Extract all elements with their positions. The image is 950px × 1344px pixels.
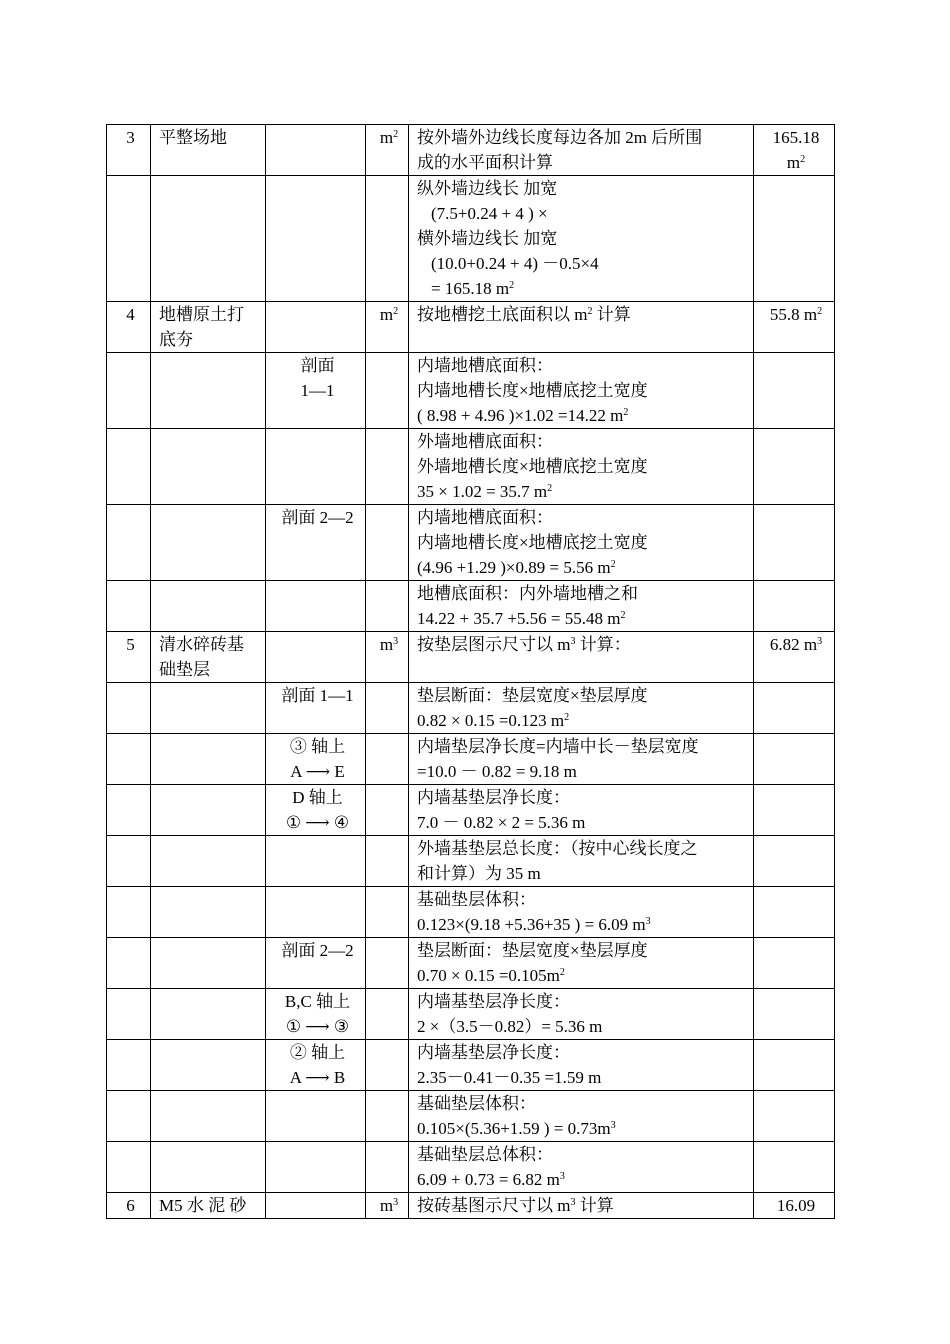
section-location: [266, 581, 366, 632]
calculation: [409, 581, 754, 632]
calculation-line: 内墙垫层净长度=内墙中长－垫层宽度: [417, 737, 699, 756]
table-row: [107, 581, 835, 632]
calculation-line: 内墙地槽底面积：: [417, 508, 553, 527]
table-row: [107, 632, 835, 683]
item-name: [151, 836, 266, 887]
calculation: [409, 429, 754, 505]
quantity: [754, 632, 835, 683]
calculation: [409, 302, 754, 353]
calculation-line: 按垫层图示尺寸以 $m^3$ 计算：: [417, 635, 631, 654]
unit: [366, 683, 409, 734]
section-location-line: ① ⟶ ③: [285, 1017, 350, 1036]
item-name: [151, 887, 266, 938]
calculation-line: 地槽底面积：内外墙地槽之和: [417, 584, 638, 603]
quantity-calculation-table: [106, 124, 835, 1219]
quantity: [754, 683, 835, 734]
table-row: [107, 785, 835, 836]
item-number: [107, 938, 151, 989]
table-row: [107, 836, 835, 887]
item-name: [151, 1091, 266, 1142]
quantity: [754, 989, 835, 1040]
calculation-line: 基础垫层体积：: [417, 1094, 536, 1113]
item-number: [107, 1040, 151, 1091]
item-name-line: M5 水 泥 砂: [159, 1196, 247, 1215]
unit: [366, 505, 409, 581]
calculation-line: (7.5+0.24 + 4 ) ×: [431, 204, 548, 223]
table-row: [107, 887, 835, 938]
table-row: [107, 1091, 835, 1142]
quantity: [754, 938, 835, 989]
unit: [366, 785, 409, 836]
item-number: 5: [107, 632, 151, 683]
section-location-line: 1—1: [300, 381, 335, 400]
quantity-line: 6.82 $m^3$: [769, 635, 823, 654]
calculation: [409, 505, 754, 581]
calculation-line: (4.96 +1.29 )×0.89 = 5.56 $m^2$: [417, 558, 616, 577]
quantity: [754, 1040, 835, 1091]
quantity: [754, 836, 835, 887]
quantity-line: 16.09: [776, 1196, 816, 1215]
item-name: [151, 581, 266, 632]
section-location-line: ② 轴上: [289, 1043, 346, 1062]
calculation-line: 内墙地槽长度×地槽底挖土宽度: [417, 381, 648, 400]
calculation-line: 外墙基垫层总长度：（按中心线长度之: [417, 839, 698, 858]
section-location: [266, 1091, 366, 1142]
section-location: [266, 887, 366, 938]
item-number: [107, 683, 151, 734]
calculation-line: 35 × 1.02 = 35.7 $m^2$: [417, 482, 553, 501]
item-name: [151, 505, 266, 581]
calculation-line: 按砖基图示尺寸以 $m^3$ 计算: [417, 1196, 614, 1215]
calculation-line: 0.123×(9.18 +5.36+35 ) = 6.09 $m^3$: [417, 915, 651, 934]
section-location: [266, 302, 366, 353]
item-name-line: 底夯: [159, 330, 193, 349]
calculation-line: 按地槽挖土底面积以 $m^2$ 计算: [417, 305, 631, 324]
item-name: [151, 429, 266, 505]
calculation-line: 横外墙边线长 加宽: [417, 229, 558, 248]
item-name: [151, 734, 266, 785]
unit: [366, 887, 409, 938]
section-location: [266, 1040, 366, 1091]
calculation: [409, 632, 754, 683]
calculation: [409, 353, 754, 429]
table-row: [107, 989, 835, 1040]
quantity: [754, 734, 835, 785]
calculation-line: 7.0 － 0.82 × 2 = 5.36 m: [417, 813, 586, 832]
calculation-line: 0.105×(5.36+1.59 ) = $0.73m^3$: [417, 1119, 616, 1138]
item-name-line: 础垫层: [159, 660, 210, 679]
calculation-line: 2.35－0.41－0.35 =1.59 m: [417, 1068, 602, 1087]
table-row: [107, 125, 835, 176]
calculation-line: 外墙地槽底面积：: [417, 432, 553, 451]
section-location-line: ③ 轴上: [289, 737, 346, 756]
item-name: [151, 1142, 266, 1193]
calculation-line: $0.70 \times 0.15 =0.105m^2$: [417, 966, 565, 985]
quantity: [754, 302, 835, 353]
table-row: [107, 683, 835, 734]
calculation: [409, 1091, 754, 1142]
section-location-line: A ⟶ B: [289, 1068, 346, 1087]
section-location-line: D 轴上: [292, 788, 343, 807]
table-row: [107, 429, 835, 505]
calculation: [409, 1040, 754, 1091]
section-location-line: A ⟶ E: [290, 762, 345, 781]
calculation: [409, 785, 754, 836]
calculation-line: 6.09 + 0.73 = 6.82 $m^3$: [417, 1170, 565, 1189]
section-location-line: 剖面 1—1: [281, 686, 354, 705]
calculation-line: 和计算）为 35 m: [417, 864, 541, 883]
item-name: [151, 176, 266, 302]
calculation: [409, 887, 754, 938]
item-name-line: 清水碎砖基: [159, 635, 244, 654]
unit: $m^3$: [366, 632, 409, 683]
calculation: [409, 125, 754, 176]
item-number: [107, 176, 151, 302]
table-row: [107, 1040, 835, 1091]
item-name: [151, 125, 266, 176]
calculation: [409, 836, 754, 887]
calculation: [409, 1193, 754, 1219]
unit: [366, 938, 409, 989]
section-location: [266, 176, 366, 302]
calculation-line: 内墙基垫层净长度：: [417, 1043, 570, 1062]
table-row: [107, 1142, 835, 1193]
calculation-line: 2 ×（3.5－0.82）= 5.36 m: [417, 1017, 603, 1036]
section-location: [266, 836, 366, 887]
unit: [366, 429, 409, 505]
calculation: [409, 683, 754, 734]
calculation-line: 纵外墙边线长 加宽: [417, 179, 558, 198]
section-location: [266, 734, 366, 785]
unit: [366, 1040, 409, 1091]
calculation: [409, 1142, 754, 1193]
unit: $m^2$: [366, 125, 409, 176]
calculation-line: 按外墙外边线长度每边各加 2m 后所围: [417, 128, 703, 147]
quantity: [754, 887, 835, 938]
calculation-line: 垫层断面：垫层宽度×垫层厚度: [417, 941, 648, 960]
section-location-line: 剖面: [300, 356, 335, 375]
table-row: [107, 938, 835, 989]
item-number: 3: [107, 125, 151, 176]
calculation-line: (10.0+0.24 + 4) －0.5×4: [431, 254, 599, 273]
item-name: [151, 938, 266, 989]
calculation-line: 成的水平面积计算: [417, 153, 553, 172]
section-location: [266, 353, 366, 429]
section-location: [266, 1193, 366, 1219]
calculation-line: 14.22 + 35.7 +5.56 = 55.48 $m^2$: [417, 609, 626, 628]
unit: [366, 176, 409, 302]
quantity-line: 55.8 $m^2$: [769, 305, 823, 324]
quantity: [754, 1142, 835, 1193]
table-row: [107, 1193, 835, 1219]
unit: [366, 1142, 409, 1193]
section-location-line: B,C 轴上: [284, 992, 351, 1011]
calculation: [409, 734, 754, 785]
item-name: [151, 302, 266, 353]
section-location-line: 剖面 2—2: [281, 508, 354, 527]
table-row: [107, 505, 835, 581]
calculation: [409, 938, 754, 989]
section-location: [266, 125, 366, 176]
item-name: [151, 632, 266, 683]
quantity-line: 165.18: [772, 128, 820, 147]
unit: $m^2$: [366, 302, 409, 353]
section-location: [266, 989, 366, 1040]
unit: [366, 734, 409, 785]
item-number: [107, 1142, 151, 1193]
item-number: [107, 353, 151, 429]
unit: [366, 1091, 409, 1142]
calculation-line: 垫层断面：垫层宽度×垫层厚度: [417, 686, 648, 705]
table-row: [107, 353, 835, 429]
unit: $m^3$: [366, 1193, 409, 1219]
table-body: [107, 125, 835, 1219]
quantity-line: $m^2$: [786, 153, 806, 172]
item-number: [107, 734, 151, 785]
calculation-line: ( 8.98 + 4.96 )×1.02 =14.22 $m^2$: [417, 406, 629, 425]
item-number: [107, 785, 151, 836]
calculation-line: 内墙基垫层净长度：: [417, 788, 570, 807]
item-name: [151, 785, 266, 836]
section-location: [266, 938, 366, 989]
calculation: [409, 989, 754, 1040]
section-location-line: 剖面 2—2: [281, 941, 354, 960]
section-location: [266, 785, 366, 836]
quantity: [754, 429, 835, 505]
item-number: [107, 581, 151, 632]
quantity: [754, 176, 835, 302]
table-row: [107, 734, 835, 785]
calculation-line: 内墙地槽底面积：: [417, 356, 553, 375]
item-name-line: 地槽原土打: [159, 305, 244, 324]
item-name: [151, 353, 266, 429]
calculation: [409, 176, 754, 302]
table-row: [107, 176, 835, 302]
calculation-line: 内墙基垫层净长度：: [417, 992, 570, 1011]
item-number: [107, 836, 151, 887]
section-location: [266, 505, 366, 581]
section-location: [266, 429, 366, 505]
item-number: [107, 1091, 151, 1142]
calculation-line: 外墙地槽长度×地槽底挖土宽度: [417, 457, 648, 476]
calculation-line: 基础垫层总体积：: [417, 1145, 553, 1164]
unit: [366, 581, 409, 632]
item-number: [107, 887, 151, 938]
section-location-line: ① ⟶ ④: [285, 813, 350, 832]
item-number: [107, 429, 151, 505]
unit: [366, 989, 409, 1040]
unit: [366, 836, 409, 887]
item-name: [151, 1193, 266, 1219]
quantity: [754, 1091, 835, 1142]
quantity: [754, 353, 835, 429]
calculation-line: 内墙地槽长度×地槽底挖土宽度: [417, 533, 648, 552]
section-location: [266, 1142, 366, 1193]
item-number: [107, 989, 151, 1040]
item-name: [151, 683, 266, 734]
unit: [366, 353, 409, 429]
section-location: [266, 632, 366, 683]
quantity: [754, 1193, 835, 1219]
calculation-line: = 165.18 $m^2$: [431, 279, 515, 298]
quantity: [754, 581, 835, 632]
calculation-line: 0.82 × 0.15 =0.123 $m^2$: [417, 711, 570, 730]
calculation-line: 基础垫层体积：: [417, 890, 536, 909]
calculation-line: =10.0 － 0.82 = 9.18 m: [417, 762, 577, 781]
item-name: [151, 1040, 266, 1091]
section-location: [266, 683, 366, 734]
quantity: [754, 505, 835, 581]
item-number: [107, 505, 151, 581]
item-name-line: 平整场地: [159, 128, 227, 147]
table-row: [107, 302, 835, 353]
quantity: [754, 785, 835, 836]
item-name: [151, 989, 266, 1040]
quantity: [754, 125, 835, 176]
item-number: 4: [107, 302, 151, 353]
item-number: 6: [107, 1193, 151, 1219]
